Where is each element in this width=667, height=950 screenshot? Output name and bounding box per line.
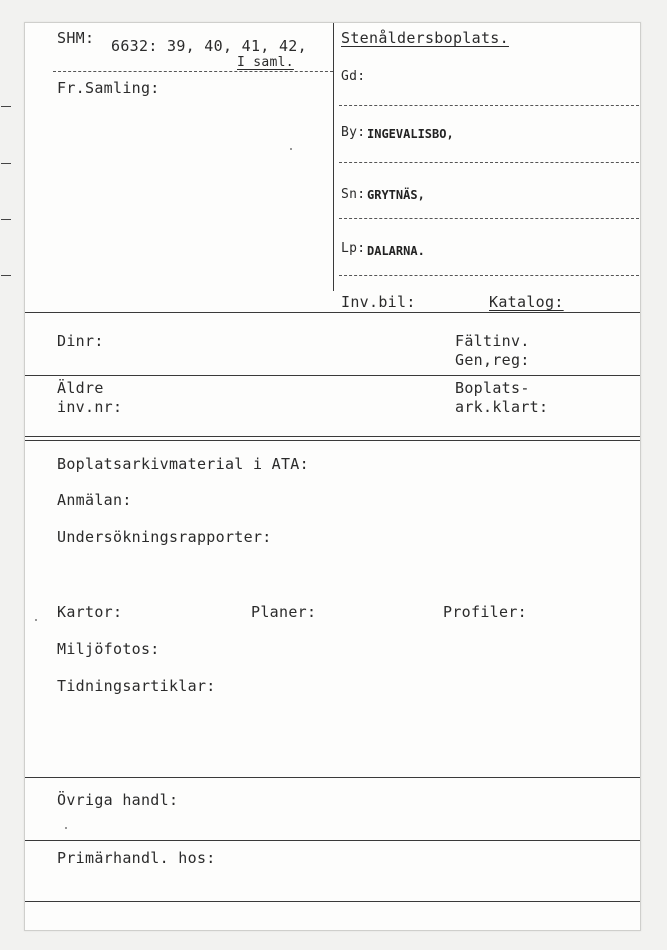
samling-note: I saml. — [237, 55, 294, 70]
dinr-label: Dinr: — [57, 332, 104, 350]
by-value: INGEVALISBO, — [367, 127, 454, 141]
profiler-label: Profiler: — [443, 603, 527, 621]
lp-label: Lp: — [341, 241, 366, 256]
fr-samling-label: Fr.Samling: — [57, 79, 160, 97]
paper-speck — [65, 827, 67, 829]
aldre-label: Äldre — [57, 379, 104, 397]
kartor-label: Kartor: — [57, 603, 123, 621]
lp-line — [339, 275, 639, 276]
genreg-label: Gen,reg: — [455, 351, 530, 369]
by-line — [339, 162, 639, 163]
primar-label: Primärhandl. hos: — [57, 849, 216, 867]
margin-tick — [1, 106, 11, 107]
lp-value: DALARNA. — [367, 244, 425, 258]
double-rule-top — [25, 436, 640, 437]
by-label: By: — [341, 125, 366, 140]
margin-tick — [1, 275, 11, 276]
shm-label: SHM: — [57, 29, 95, 47]
index-card — [24, 22, 641, 931]
faltinv-label: Fältinv. — [455, 332, 530, 350]
double-rule-bottom — [25, 440, 640, 441]
arkklart-label: ark.klart: — [455, 398, 549, 416]
anmalan-label: Anmälan: — [57, 491, 132, 509]
section-rule — [25, 375, 640, 376]
gd-label: Gd: — [341, 69, 366, 84]
margin-tick — [1, 163, 11, 164]
tidning-label: Tidningsartiklar: — [57, 677, 216, 695]
sn-label: Sn: — [341, 187, 366, 202]
card-title: Stenåldersboplats. — [341, 29, 509, 47]
sn-line — [339, 218, 639, 219]
section-rule — [25, 840, 640, 841]
paper-speck — [35, 619, 37, 621]
inv-bil-label: Inv.bil: — [341, 293, 416, 311]
ovriga-label: Övriga handl: — [57, 791, 179, 809]
planer-label: Planer: — [251, 603, 317, 621]
column-divider — [333, 23, 334, 291]
archive-heading: Boplatsarkivmaterial i ATA: — [57, 455, 309, 473]
margin-tick — [1, 219, 11, 220]
shm-underline — [53, 71, 333, 72]
paper-speck — [290, 148, 292, 150]
section-rule — [25, 777, 640, 778]
section-rule — [25, 901, 640, 902]
section-rule — [25, 312, 640, 313]
katalog-label: Katalog: — [489, 293, 564, 311]
undersokning-label: Undersökningsrapporter: — [57, 528, 272, 546]
boplats-label: Boplats- — [455, 379, 530, 397]
invnr-label: inv.nr: — [57, 398, 123, 416]
sn-value: GRYTNÄS, — [367, 188, 425, 202]
miljofotos-label: Miljöfotos: — [57, 640, 160, 658]
gd-line — [339, 105, 639, 106]
shm-value: 6632: 39, 40, 41, 42, — [111, 37, 307, 55]
